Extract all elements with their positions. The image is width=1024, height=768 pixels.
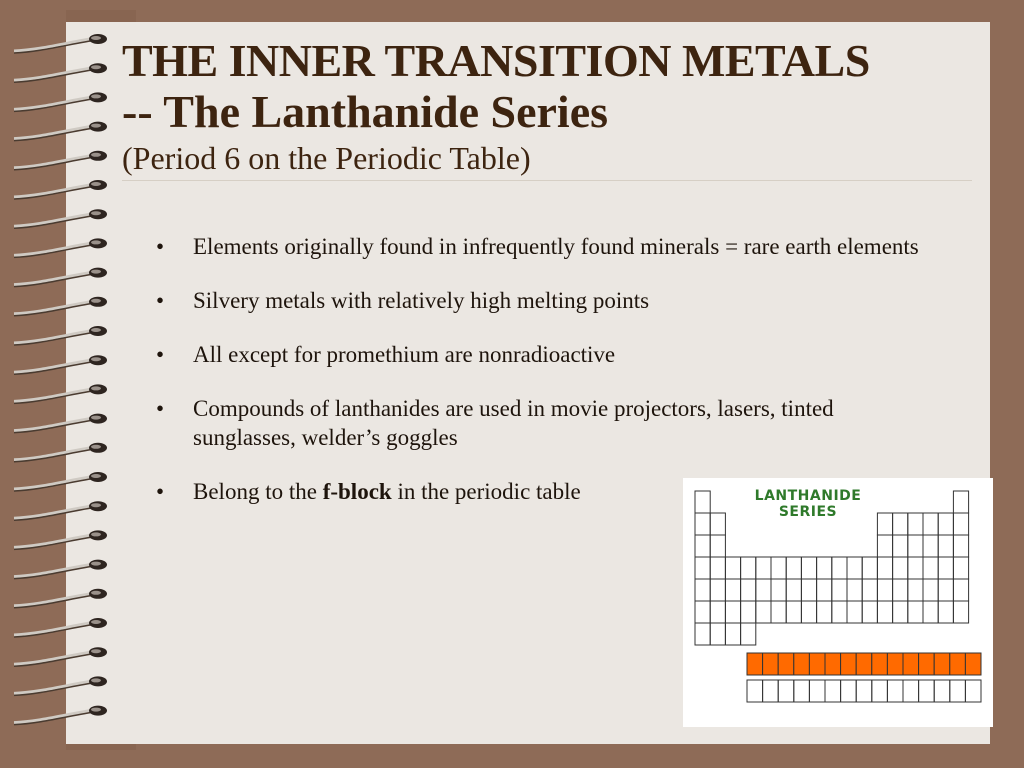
actinide-cell xyxy=(825,680,841,702)
element-cell xyxy=(832,601,847,623)
element-cell xyxy=(756,557,771,579)
bullet-text: All except for promethium are nonradioactive xyxy=(193,342,616,367)
element-cell xyxy=(953,557,968,579)
element-cell xyxy=(893,579,908,601)
element-cell xyxy=(908,601,923,623)
actinide-cell xyxy=(950,680,966,702)
lanthanide-cell xyxy=(809,653,825,675)
actinide-cell xyxy=(809,680,825,702)
lanthanide-cell xyxy=(965,653,981,675)
actinide-cell xyxy=(934,680,950,702)
lanthanide-cell xyxy=(856,653,872,675)
spiral-ring xyxy=(14,151,107,170)
bullet-item xyxy=(150,232,940,261)
element-cell xyxy=(893,535,908,557)
element-cell xyxy=(953,491,968,513)
lanthanide-cell xyxy=(934,653,950,675)
element-cell xyxy=(725,601,740,623)
element-cell xyxy=(877,601,892,623)
spiral-ring xyxy=(14,618,107,637)
spiral-ring xyxy=(14,122,107,141)
element-cell xyxy=(953,535,968,557)
element-cell xyxy=(695,535,710,557)
spiral-ring xyxy=(14,530,107,549)
element-cell xyxy=(817,579,832,601)
lanthanide-cell xyxy=(950,653,966,675)
element-cell xyxy=(847,579,862,601)
lanthanide-cell xyxy=(887,653,903,675)
element-cell xyxy=(923,513,938,535)
element-cell xyxy=(847,601,862,623)
lanthanide-cell xyxy=(763,653,779,675)
bullet-marker: • xyxy=(156,288,165,313)
element-cell xyxy=(832,579,847,601)
element-cell xyxy=(938,579,953,601)
bullet-item xyxy=(150,340,940,369)
spiral-ring xyxy=(14,268,107,287)
element-cell xyxy=(938,513,953,535)
element-cell xyxy=(893,557,908,579)
actinide-cell xyxy=(872,680,888,702)
bullet-item xyxy=(150,286,940,315)
bullet-text: Compounds of lanthanides are used in movie projectors, lasers, tinted sunglasses, welder’s goggles xyxy=(193,396,834,450)
element-cell xyxy=(923,579,938,601)
element-cell xyxy=(695,623,710,645)
spiral-ring xyxy=(14,676,107,695)
element-cell xyxy=(923,601,938,623)
spiral-ring xyxy=(14,180,107,199)
spiral-ring xyxy=(14,297,107,316)
element-cell xyxy=(893,513,908,535)
spiral-ring xyxy=(14,706,107,725)
element-cell xyxy=(938,557,953,579)
spiral-ring xyxy=(14,589,107,608)
element-cell xyxy=(695,601,710,623)
element-cell xyxy=(695,557,710,579)
element-cell xyxy=(877,579,892,601)
spiral-ring xyxy=(14,443,107,462)
lanthanide-cell xyxy=(903,653,919,675)
spiral-ring xyxy=(14,501,107,520)
element-cell xyxy=(710,601,725,623)
element-cell xyxy=(938,601,953,623)
element-cell xyxy=(908,557,923,579)
spiral-ring xyxy=(14,414,107,433)
element-cell xyxy=(710,579,725,601)
spiral-binding xyxy=(0,0,120,768)
lanthanide-cell xyxy=(747,653,763,675)
spiral-ring xyxy=(14,384,107,403)
lanthanide-cell xyxy=(872,653,888,675)
element-cell xyxy=(741,579,756,601)
element-cell xyxy=(710,623,725,645)
bullet-marker: • xyxy=(156,342,165,367)
title-line-1: THE INNER TRANSITION METALS xyxy=(122,35,870,86)
element-cell xyxy=(938,535,953,557)
element-cell xyxy=(832,557,847,579)
element-cell xyxy=(817,601,832,623)
element-cell xyxy=(756,601,771,623)
periodic-table-figure xyxy=(683,478,993,727)
lanthanide-cell xyxy=(825,653,841,675)
bullet-item xyxy=(150,477,703,506)
actinide-cell xyxy=(763,680,779,702)
element-cell xyxy=(801,557,816,579)
bullet-item xyxy=(150,394,940,452)
element-cell xyxy=(801,601,816,623)
element-cell xyxy=(710,557,725,579)
actinide-cell xyxy=(965,680,981,702)
element-cell xyxy=(786,579,801,601)
element-cell xyxy=(847,557,862,579)
element-cell xyxy=(695,579,710,601)
element-cell xyxy=(695,491,710,513)
lanthanide-cell xyxy=(794,653,810,675)
element-cell xyxy=(725,557,740,579)
element-cell xyxy=(862,579,877,601)
element-cell xyxy=(725,623,740,645)
element-cell xyxy=(801,579,816,601)
bullet-marker: • xyxy=(156,479,165,504)
spiral-ring xyxy=(14,63,107,82)
spiral-ring xyxy=(14,355,107,374)
spiral-ring xyxy=(14,238,107,257)
bullet-marker: • xyxy=(156,396,165,421)
element-cell xyxy=(710,535,725,557)
spiral-ring xyxy=(14,326,107,345)
element-cell xyxy=(786,557,801,579)
spiral-ring xyxy=(14,647,107,666)
element-cell xyxy=(695,513,710,535)
bullet-text: Elements originally found in infrequently found minerals = rare earth elements xyxy=(193,234,919,259)
bullet-marker: • xyxy=(156,234,165,259)
actinide-cell xyxy=(778,680,794,702)
slide-title xyxy=(122,36,982,178)
element-cell xyxy=(862,601,877,623)
slide-subtitle: (Period 6 on the Periodic Table) xyxy=(122,140,531,176)
element-cell xyxy=(741,601,756,623)
element-cell xyxy=(908,579,923,601)
element-cell xyxy=(908,513,923,535)
element-cell xyxy=(710,513,725,535)
lanthanide-cell xyxy=(841,653,857,675)
element-cell xyxy=(877,557,892,579)
figure-label-line-2: SERIES xyxy=(778,504,838,520)
spiral-ring xyxy=(14,92,107,111)
actinide-cell xyxy=(856,680,872,702)
actinide-cell xyxy=(747,680,763,702)
lanthanide-cell xyxy=(778,653,794,675)
element-cell xyxy=(862,557,877,579)
element-cell xyxy=(786,601,801,623)
element-cell xyxy=(877,535,892,557)
title-divider xyxy=(122,180,972,181)
actinide-cell xyxy=(903,680,919,702)
element-cell xyxy=(893,601,908,623)
element-cell xyxy=(741,623,756,645)
element-cell xyxy=(908,535,923,557)
element-cell xyxy=(953,513,968,535)
element-cell xyxy=(771,557,786,579)
bullet-text-bold: f-block xyxy=(322,479,392,504)
actinide-cell xyxy=(841,680,857,702)
element-cell xyxy=(756,579,771,601)
lanthanide-cell xyxy=(919,653,935,675)
element-cell xyxy=(953,579,968,601)
bullet-text-suffix: in the periodic table xyxy=(391,479,581,504)
spiral-ring xyxy=(14,34,107,53)
spiral-ring xyxy=(14,209,107,228)
title-line-2: -- The Lanthanide Series xyxy=(122,86,609,137)
actinide-cell xyxy=(919,680,935,702)
spiral-ring xyxy=(14,560,107,579)
element-cell xyxy=(817,557,832,579)
bullet-text: Silvery metals with relatively high melting points xyxy=(193,288,650,313)
bullet-text-prefix: Belong to the xyxy=(193,479,323,504)
element-cell xyxy=(741,557,756,579)
element-cell xyxy=(725,579,740,601)
spiral-ring xyxy=(14,472,107,491)
actinide-cell xyxy=(794,680,810,702)
element-cell xyxy=(771,579,786,601)
element-cell xyxy=(923,535,938,557)
figure-label-line-1: LANTHANIDE xyxy=(754,488,862,504)
figure-label xyxy=(728,488,888,520)
element-cell xyxy=(923,557,938,579)
element-cell xyxy=(953,601,968,623)
actinide-cell xyxy=(887,680,903,702)
element-cell xyxy=(771,601,786,623)
